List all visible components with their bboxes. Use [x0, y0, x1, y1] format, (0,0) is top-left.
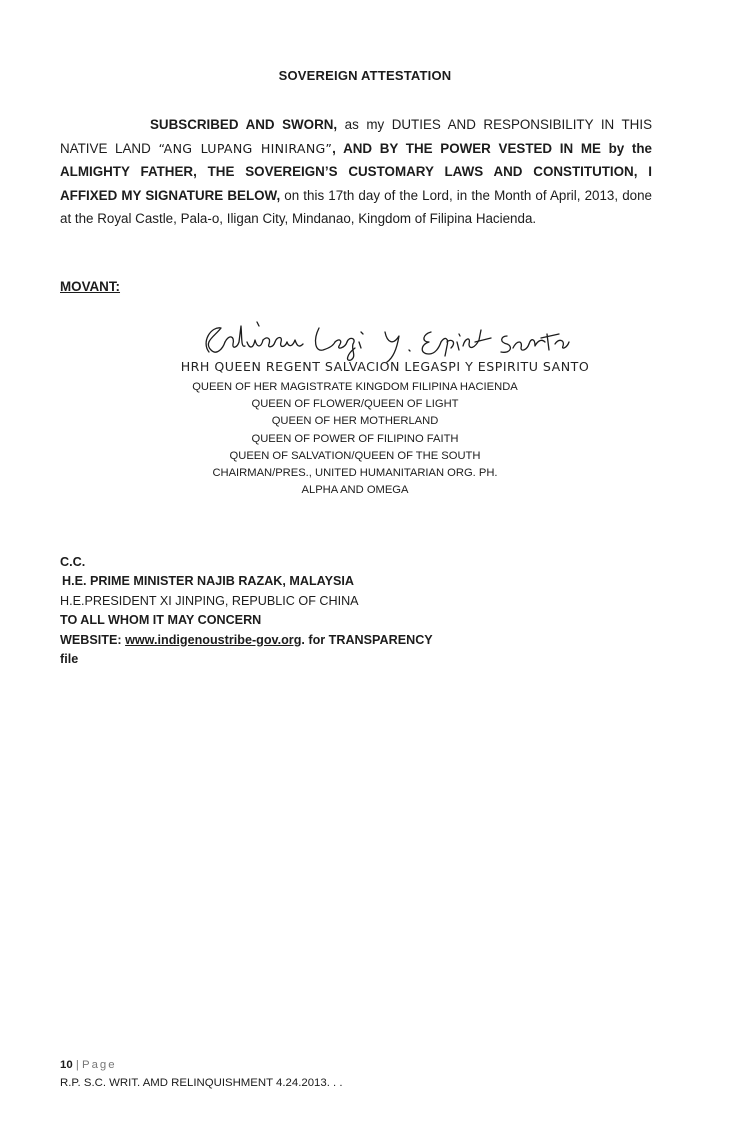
- sworn-lead: SUBSCRIBED AND SWORN,: [150, 117, 338, 132]
- document-title: SOVEREIGN ATTESTATION: [278, 68, 452, 83]
- page-word: Page: [81, 1059, 117, 1071]
- signatory-titles: [0, 379, 710, 499]
- date-location-text: on this 17th day of the Lord, in the Month of April, 2013, done at the Royal Castle, Pala-o, Iligan City, Mindanao, Kingdom of Filipina Hacienda.: [60, 187, 652, 227]
- website-link[interactable]: www.indigenoustribe-gov.org: [125, 632, 302, 647]
- title-line: QUEEN OF POWER OF FILIPINO FAITH: [251, 432, 459, 445]
- movant-label: MOVANT:: [60, 279, 121, 294]
- page-separator: |: [75, 1059, 79, 1071]
- document-reference: R.P. S.C. WRIT. AMD RELINQUISHMENT 4.24.2013. . .: [60, 1077, 343, 1089]
- native-land-name: “ANG LUPANG HINIRANG”: [158, 140, 333, 156]
- cc-general-concern: TO ALL WHOM IT MAY CONCERN: [60, 613, 262, 628]
- handwritten-signature: [195, 312, 585, 364]
- power-vested-text: , AND BY THE POWER VESTED IN ME by the ALMIGHTY FATHER, THE SOVEREIGN’S CUSTOMARY LAWS AND CONSTITUTION, I AFFIXED MY SIGNATURE BELOW,: [60, 140, 653, 203]
- printed-signatory-name: HRH QUEEN REGENT SALVACION LEGASPI Y ESPIRITU SANTO: [180, 359, 590, 374]
- page-footer: [60, 1056, 343, 1092]
- website-suffix: . for TRANSPARENCY: [301, 632, 433, 647]
- title-line: QUEEN OF HER MOTHERLAND: [271, 415, 439, 428]
- title-line: CHAIRMAN/PRES., UNITED HUMANITARIAN ORG. PH.: [212, 467, 498, 480]
- title-line: QUEEN OF SALVATION/QUEEN OF THE SOUTH: [229, 449, 481, 462]
- cc-recipient-malaysia: H.E. PRIME MINISTER NAJIB RAZAK, MALAYSIA: [62, 574, 355, 589]
- cc-recipient-china: H.E.PRESIDENT XI JINPING, REPUBLIC OF CHINA: [60, 593, 359, 608]
- cc-label: C.C.: [60, 555, 86, 569]
- title-line: QUEEN OF HER MAGISTRATE KINGDOM FILIPINA HACIENDA: [192, 381, 518, 393]
- duties-text: as my DUTIES AND RESPONSIBILITY IN THIS NATIVE LAND: [60, 117, 652, 156]
- title-line: ALPHA AND OMEGA: [301, 484, 409, 497]
- attestation-paragraph: [60, 113, 652, 231]
- cc-website-line: [60, 631, 660, 650]
- page-indicator: [60, 1056, 343, 1074]
- website-label: WEBSITE:: [60, 632, 126, 647]
- carbon-copy-block: [60, 553, 660, 669]
- title-line: QUEEN OF FLOWER/QUEEN OF LIGHT: [251, 398, 459, 411]
- cc-file-note: file: [60, 652, 79, 667]
- page-number: 10: [60, 1059, 73, 1071]
